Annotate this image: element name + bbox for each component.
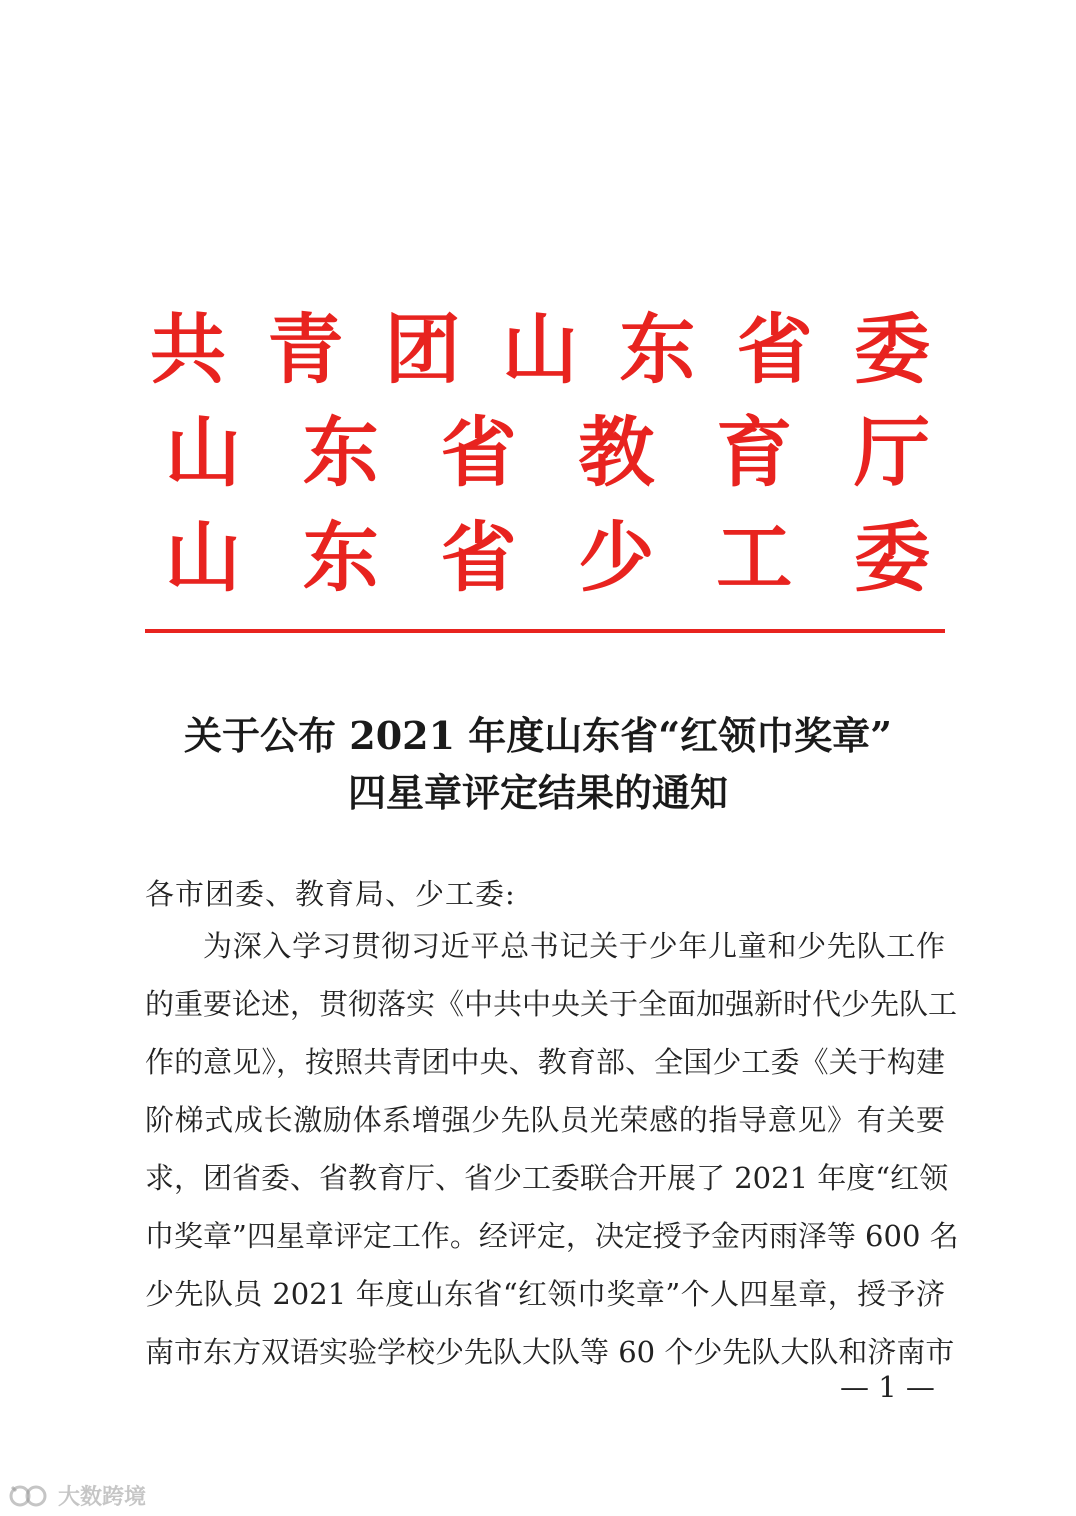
- letterhead-char: 省: [440, 408, 517, 497]
- letterhead-char: 东: [619, 305, 696, 394]
- brand-logo-icon: [8, 1483, 52, 1509]
- letterhead-char: 共: [150, 305, 226, 394]
- page-number: — 1 —: [840, 1370, 935, 1404]
- body-text-line: 巾奖章”四星章评定工作。经评定，决定授予金丙雨泽等 600 名: [145, 1219, 959, 1253]
- letterhead-char: 东: [302, 408, 379, 497]
- body-text-line: 少先队员 2021 年度山东省“红领巾奖章”个人四星章，授予济: [145, 1277, 945, 1311]
- letterhead-char: 教: [578, 408, 655, 497]
- letterhead-char: 委: [853, 513, 930, 602]
- body-text-line: 求，团省委、省教育厅、省少工委联合开展了 2021 年度“红领: [145, 1161, 949, 1195]
- letterhead-char: 山: [165, 513, 241, 602]
- red-divider: [145, 629, 945, 633]
- letterhead-char: 山: [501, 305, 578, 394]
- letterhead-char: 少: [578, 513, 655, 602]
- salutation: 各市团委、教育局、少工委:: [145, 877, 516, 911]
- letterhead-char: 山: [165, 408, 241, 497]
- document-title-line-2: 四星章评定结果的通知: [347, 770, 728, 815]
- document-title-line-1: 关于公布 2021 年度山东省“红领巾奖章”: [184, 713, 892, 758]
- letterhead-char: 厅: [853, 408, 930, 497]
- body-text-line: 为深入学习贯彻习近平总书记关于少年儿童和少先队工作: [203, 929, 945, 963]
- body-text-line: 的重要论述，贯彻落实《中共中央关于全面加强新时代少先队工: [145, 987, 958, 1021]
- letterhead-char: 省: [736, 305, 813, 394]
- letterhead-line-education-dept: [165, 398, 930, 508]
- body-text-line: 阶梯式成长激励体系增强少先队员光荣感的指导意见》有关要: [145, 1103, 945, 1137]
- letterhead-char: 东: [302, 513, 379, 602]
- letterhead-line-young-pioneers: [165, 503, 930, 613]
- letterhead-char: 团: [384, 305, 461, 394]
- letterhead-line-youth-league: [150, 295, 930, 405]
- watermark: [8, 1480, 146, 1511]
- letterhead-char: 委: [853, 305, 930, 394]
- letterhead-char: 育: [716, 408, 793, 497]
- letterhead-char: 省: [440, 513, 517, 602]
- body-text-line: 作的意见》，按照共青团中央、教育部、全国少工委《关于构建: [145, 1045, 945, 1079]
- letterhead-char: 工: [716, 513, 793, 602]
- watermark-text: 大数跨境: [58, 1485, 147, 1510]
- letterhead-char: 青: [267, 305, 344, 394]
- body-text-line: 南市东方双语实验学校少先队大队等 60 个少先队大队和济南市: [145, 1335, 955, 1369]
